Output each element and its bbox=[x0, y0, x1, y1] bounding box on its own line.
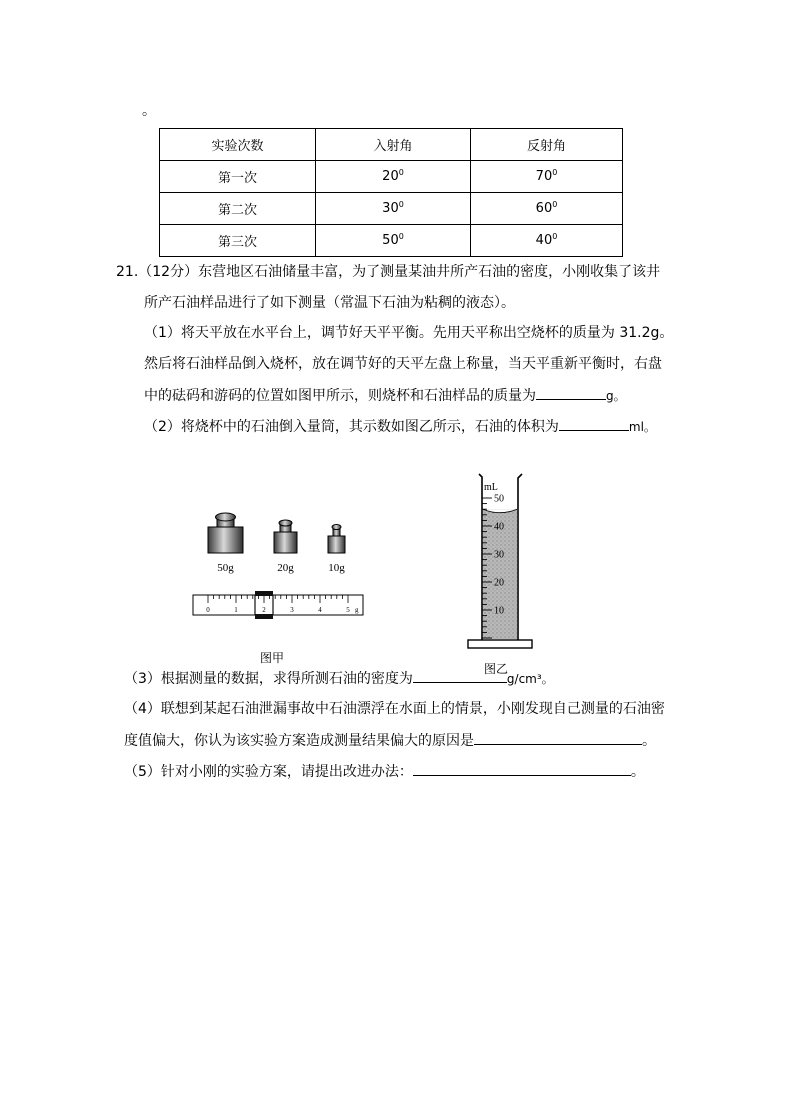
header-incidence: 入射角 bbox=[316, 129, 471, 161]
cell-trial: 第二次 bbox=[160, 193, 316, 225]
part5-line bbox=[124, 761, 645, 782]
table-row bbox=[160, 193, 623, 225]
degree-mark: 0 bbox=[552, 232, 558, 241]
cylinder-base bbox=[468, 640, 532, 648]
table-header-row bbox=[160, 129, 623, 161]
part3-unit: g/cm³。 bbox=[506, 672, 554, 686]
part2-line bbox=[144, 416, 656, 437]
cell-incidence: 30 bbox=[382, 201, 399, 216]
degree-mark: 0 bbox=[398, 232, 404, 241]
answer-blank-mass[interactable] bbox=[536, 385, 606, 400]
cylinder-tick-label: 20 bbox=[494, 577, 504, 589]
answer-blank-reason[interactable] bbox=[474, 730, 642, 745]
cell-trial: 第三次 bbox=[160, 225, 316, 257]
ruler-unit-label: g bbox=[355, 606, 359, 614]
figure-jia-caption: 图甲 bbox=[260, 651, 285, 665]
part3-line bbox=[124, 668, 554, 689]
ruler-tick-label: 0 bbox=[206, 606, 210, 614]
part1-line-c bbox=[144, 385, 626, 406]
weight-20g-icon bbox=[274, 520, 297, 553]
ruler-tick-label: 3 bbox=[290, 606, 294, 614]
part1-unit: g。 bbox=[606, 389, 626, 403]
weight-50g-icon bbox=[208, 513, 243, 553]
part4-line-b bbox=[124, 730, 656, 751]
weight-10g-label: 10g bbox=[328, 562, 345, 574]
table-row bbox=[160, 225, 623, 257]
weight-10g-icon bbox=[328, 525, 345, 554]
ruler-tick-label: 5 bbox=[346, 606, 350, 614]
question-stem-line1: 21.（12分）东营地区石油储量丰富，为了测量某油井所产石油的密度，小刚收集了该井 bbox=[116, 264, 661, 280]
part2-unit: ml。 bbox=[628, 420, 656, 434]
weight-50g-label: 50g bbox=[217, 562, 234, 574]
ruler-tick-label: 1 bbox=[234, 606, 238, 614]
part5-text: （5）针对小刚的实验方案，请提出改进办法： bbox=[124, 764, 413, 780]
degree-mark: 0 bbox=[398, 200, 404, 209]
question-stem-line2: 所产石油样品进行了如下测量（常温下石油为粘稠的液态）。 bbox=[144, 295, 515, 311]
part4-text: 度值偏大，你认为该实验方案造成测量结果偏大的原因是 bbox=[124, 733, 474, 749]
cell-reflection: 60 bbox=[535, 201, 553, 216]
weight-20g-label: 20g bbox=[277, 562, 294, 574]
angles-table bbox=[159, 128, 623, 257]
degree-mark: 0 bbox=[552, 200, 558, 209]
figure-yi bbox=[460, 468, 540, 653]
cell-incidence: 50 bbox=[382, 233, 399, 248]
part4-end: 。 bbox=[642, 733, 656, 749]
degree-mark: 0 bbox=[398, 168, 404, 177]
part1-line-a: （1）将天平放在水平台上，调节好天平平衡。先用天平称出空烧杯的质量为 31.2g。 bbox=[144, 325, 674, 341]
header-trial: 实验次数 bbox=[160, 129, 316, 161]
ruler-tick-label: 2 bbox=[262, 606, 266, 614]
table-row bbox=[160, 161, 623, 193]
header-reflection: 反射角 bbox=[471, 129, 623, 161]
part1-text: 中的砝码和游码的位置如图甲所示，则烧杯和石油样品的质量为 bbox=[144, 388, 536, 404]
part2-text: （2）将烧杯中的石油倒入量筒，其示数如图乙所示，石油的体积为 bbox=[144, 419, 559, 435]
graduated-cylinder-icon bbox=[468, 474, 532, 648]
cylinder-tick-label: 30 bbox=[494, 549, 504, 561]
cylinder-tick-label: 10 bbox=[494, 605, 504, 617]
part4-line-a: （4）联想到某起石油泄漏事故中石油漂浮在水面上的情景，小刚发现自己测量的石油密 bbox=[124, 701, 665, 717]
answer-blank-density[interactable] bbox=[413, 668, 507, 683]
figure-jia bbox=[185, 505, 375, 665]
degree-mark: 0 bbox=[552, 168, 558, 177]
cylinder-unit-label: mL bbox=[484, 482, 498, 493]
ruler-tick-label: 4 bbox=[318, 606, 322, 614]
part5-end: 。 bbox=[630, 764, 645, 780]
answer-blank-improvement[interactable] bbox=[413, 761, 631, 776]
cell-trial: 第一次 bbox=[160, 161, 316, 193]
cell-incidence: 20 bbox=[382, 169, 399, 184]
rider-scale bbox=[193, 591, 363, 619]
figure-yi-caption: 图乙 bbox=[484, 662, 509, 676]
cylinder-tick-label: 40 bbox=[494, 521, 504, 533]
answer-blank-volume[interactable] bbox=[559, 416, 629, 431]
rider-top bbox=[255, 591, 273, 596]
top-mark: 。 bbox=[142, 103, 156, 119]
part3-text: （3）根据测量的数据，求得所测石油的密度为 bbox=[124, 671, 413, 687]
part1-line-b: 然后将石油样品倒入烧杯，放在调节好的天平左盘上称量，当天平重新平衡时，右盘 bbox=[144, 356, 662, 372]
cell-reflection: 70 bbox=[535, 169, 553, 184]
rider-bottom bbox=[255, 614, 273, 619]
cell-reflection: 40 bbox=[535, 233, 553, 248]
cylinder-tick-label: 50 bbox=[494, 493, 504, 505]
